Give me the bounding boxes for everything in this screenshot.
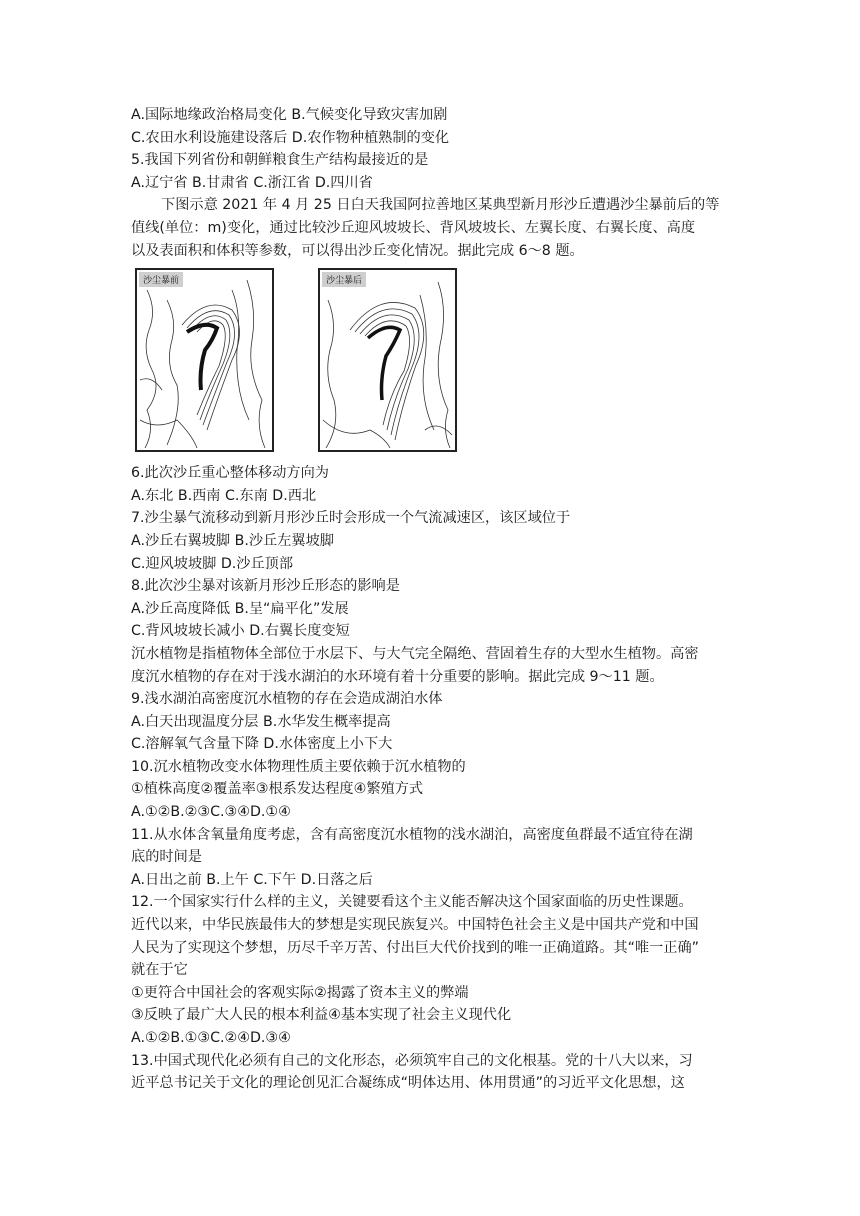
text-line: 7.沙尘暴气流移动到新月形沙丘时会形成一个气流减速区，该区域位于 (131, 510, 571, 527)
text-line: C.农田水利设施建设落后 D.农作物种植熟制的变化 (131, 129, 450, 146)
text-line: 8.此次沙尘暴对该新月形沙丘形态的影响是 (131, 578, 400, 595)
text-line: 近平总书记关于文化的理论创见汇合凝练成“明体达用、体用贯通”的习近平文化思想，这 (131, 1075, 685, 1092)
figure-after-sandstorm (318, 268, 457, 452)
text-line: 以及表面积和体积等参数，可以得出沙丘变化情况。据此完成 6～8 题。 (131, 242, 584, 259)
text-line: 11.从水体含氧量角度考虑，含有高密度沉水植物的浅水湖泊，高密度鱼群最不适宜待在湖 (131, 826, 693, 843)
intro-paragraph (131, 194, 737, 262)
text-line: 人民为了实现这个梦想，历尽千辛万苦、付出巨大代价找到的唯一正确道路。其“唯一正确” (131, 939, 700, 956)
text-line: A.日出之前 B.上午 C.下午 D.日落之后 (131, 871, 373, 888)
text-line: 下图示意 2021 年 4 月 25 日白天我国阿拉善地区某典型新月形沙丘遭遇沙尘暴前后的等 (161, 197, 720, 214)
text-line: 度沉水植物的存在对于浅水湖泊的水环境有着十分重要的影响。据此完成 9～11 题。 (131, 668, 664, 685)
text-line: 10.沉水植物改变水体物理性质主要依赖于沉水植物的 (131, 758, 466, 775)
document-page (131, 104, 737, 1095)
text-line: A.东北 B.西南 C.东南 D.西北 (131, 487, 317, 504)
figure-label-after: 沙尘暴后 (322, 272, 366, 287)
text-line: 近代以来，中华民族最伟大的梦想是实现民族复兴。中国特色社会主义是中国共产党和中国 (131, 917, 699, 934)
question-block-bottom (131, 462, 737, 1095)
question-block-top (131, 104, 737, 194)
text-line: 值线(单位：m)变化，通过比较沙丘迎风坡坡长、背风坡坡长、左翼长度、右翼长度、高度 (131, 219, 696, 236)
text-line: A.白天出现温度分层 B.水华发生概率提高 (131, 713, 391, 730)
text-line: 底的时间是 (131, 849, 202, 866)
text-line: A.沙丘右翼坡脚 B.沙丘左翼坡脚 (131, 532, 334, 549)
text-line: 就在于它 (131, 962, 188, 979)
text-line: C.溶解氧气含量下降 D.水体密度上小下大 (131, 736, 393, 753)
contour-map-after (320, 270, 455, 450)
text-line: 6.此次沙丘重心整体移动方向为 (131, 465, 329, 482)
text-line: 沉水植物是指植物体全部位于水层下、与大气完全隔绝、营固着生存的大型水生植物。高密 (131, 645, 699, 662)
text-line: ①更符合中国社会的客观实际②揭露了资本主义的弊端 (131, 984, 469, 1001)
text-line: C.背风坡坡长减小 D.右翼长度变短 (131, 623, 350, 640)
figure-before-sandstorm (135, 268, 274, 452)
figure-label-before: 沙尘暴前 (139, 272, 183, 287)
text-line: C.迎风坡坡脚 D.沙丘顶部 (131, 555, 294, 572)
text-line: 13.中国式现代化必须有自己的文化形态，必须筑牢自己的文化根基。党的十八大以来，习 (131, 1052, 693, 1069)
text-line: ③反映了最广大人民的根本利益④基本实现了社会主义现代化 (131, 1007, 512, 1024)
text-line: 9.浅水湖泊高密度沉水植物的存在会造成湖泊水体 (131, 691, 443, 708)
text-line: ①植株高度②覆盖率③根系发达程度④繁殖方式 (131, 781, 424, 798)
text-line: A.国际地缘政治格局变化 B.气候变化导致灾害加剧 (131, 107, 448, 123)
text-line: A.①②B.②③C.③④D.①④ (131, 804, 291, 821)
text-line: A.①②B.①③C.②④D.③④ (131, 1030, 291, 1046)
contour-map-before (137, 270, 272, 450)
text-line: A.沙丘高度降低 B.呈“扁平化”发展 (131, 600, 349, 617)
text-line: 5.我国下列省份和朝鲜粮食生产结构最接近的是 (131, 152, 429, 169)
dune-figures (131, 268, 737, 458)
text-line: A.辽宁省 B.甘肃省 C.浙江省 D.四川省 (131, 174, 373, 191)
text-line: 12.一个国家实行什么样的主义，关键要看这个主义能否解决这个国家面临的历史性课题。 (131, 894, 693, 911)
